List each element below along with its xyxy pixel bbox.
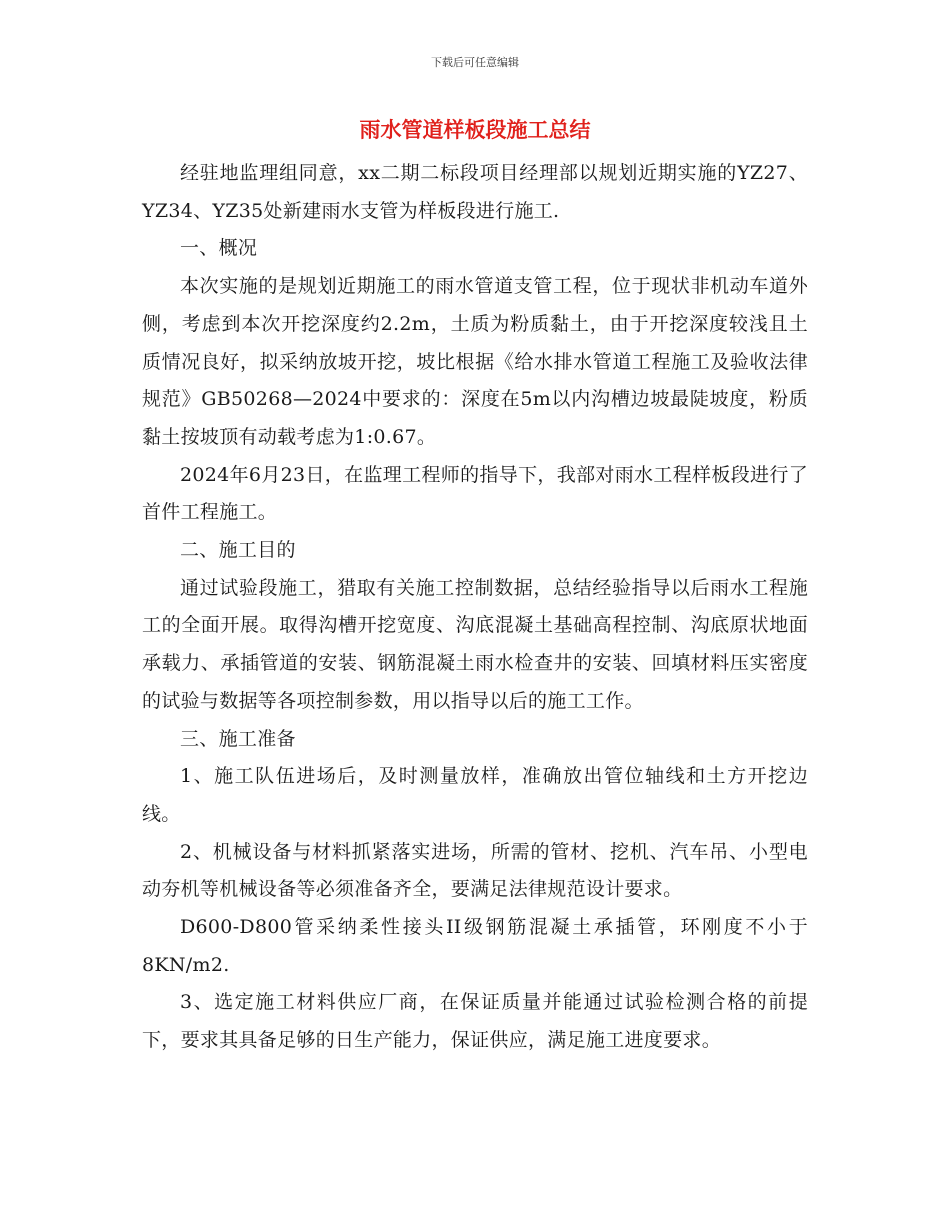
paragraph-prep-1: 1、施工队伍进场后，及时测量放样，准确放出管位轴线和土方开挖边线。 — [142, 765, 808, 825]
section-heading-overview: 一、概况 — [180, 237, 258, 260]
paragraph-date: 2024年6月23日，在监理工程师的指导下，我部对雨水工程样板段进行了首件工程施工。 — [142, 463, 808, 524]
paragraph-purpose: 通过试验段施工，猎取有关施工控制数据，总结经验指导以后雨水工程施工的全面开展。取得沟槽开挖宽度、沟底混凝土基础高程控制、沟底原状地面承载力、承插管道的安装、钢筋混凝土雨水检查井的安装、回填材料压实密度的试验与数据等各项控制参数，用以指导以后的施工工作。 — [142, 576, 808, 712]
document-body — [142, 155, 808, 1060]
document-title: 雨水管道样板段施工总结 — [359, 118, 591, 142]
paragraph-pipe-spec: D600-D800管采纳柔性接头II级钢筋混凝土承插管，环刚度不小于8KN/m2. — [142, 916, 808, 976]
section-heading-preparation: 三、施工准备 — [180, 727, 296, 750]
paragraph-overview: 本次实施的是规划近期施工的雨水管道支管工程，位于现状非机动车道外侧，考虑到本次开挖深度约2.2m，土质为粉质黏土，由于开挖深度较浅且土质情况良好，拟采纳放坡开挖，坡比根据《给水排水管道工程施工及验收法律规范》GB50268—2024中要求的：深度在5m以内沟槽边坡最陡坡度，粉质黏土按坡顶有动载考虑为1:0.67。 — [142, 275, 808, 448]
header-note: 下载后可任意编辑 — [431, 56, 519, 69]
paragraph-prep-3: 3、选定施工材料供应厂商，在保证质量并能通过试验检测合格的前提下，要求其具备足够的日生产能力，保证供应，满足施工进度要求。 — [142, 991, 808, 1052]
section-heading-purpose: 二、施工目的 — [180, 539, 296, 562]
paragraph-intro: 经驻地监理组同意，xx二期二标段项目经理部以规划近期实施的YZ27、YZ34、YZ35处新建雨水支管为样板段进行施工. — [142, 162, 808, 222]
paragraph-prep-2: 2、机械设备与材料抓紧落实进场，所需的管材、挖机、汽车吊、小型电动夯机等机械设备等必须准备齐全，要满足法律规范设计要求。 — [142, 840, 808, 901]
